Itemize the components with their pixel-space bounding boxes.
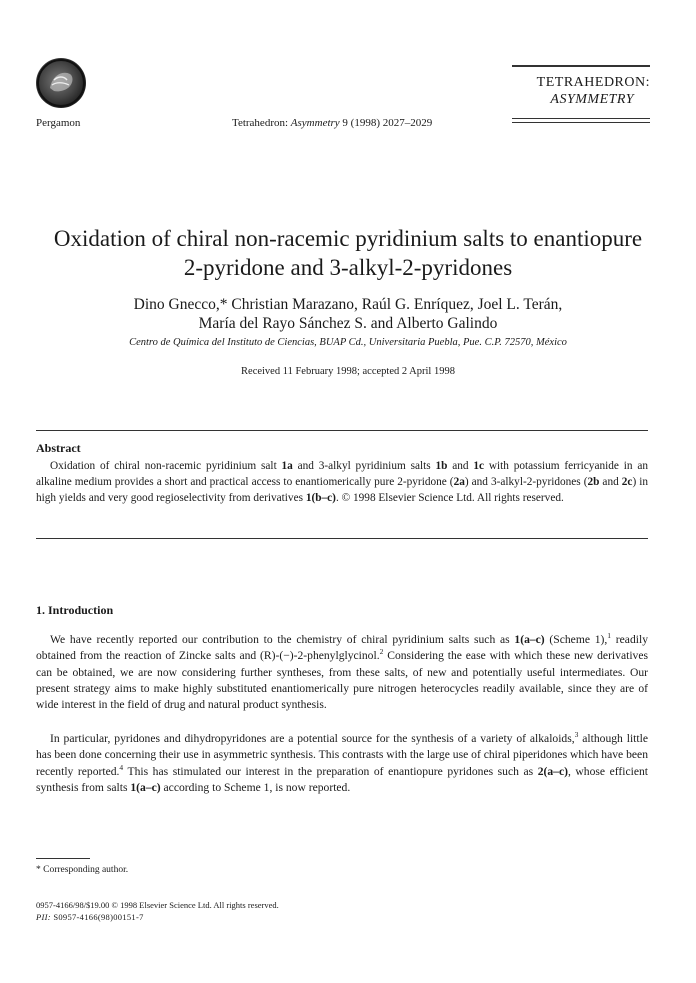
header-rule-bottom-1 — [512, 118, 650, 119]
footnote-corresponding-author: * Corresponding author. — [36, 865, 129, 875]
article-title — [20, 224, 676, 282]
footnote-rule — [36, 858, 90, 859]
journal-title-line1: TETRAHEDRON: — [536, 75, 650, 90]
authors-line1: Dino Gnecco,* Christian Marazano, Raúl G. Enríquez, Joel L. Terán, — [133, 296, 563, 313]
article-title-line1: Oxidation of chiral non-racemic pyridinium salts to enantiopure — [53, 226, 643, 251]
received-dates: Received 11 February 1998; accepted 2 April 1998 — [241, 366, 455, 377]
pii-line — [36, 912, 144, 922]
copyright-line: 0957-4166/98/$19.00 © 1998 Elsevier Science Ltd. All rights reserved. — [36, 900, 279, 910]
author-affiliation: Centro de Química del Instituto de Ciencias, BUAP Cd., Universitaria Puebla, Pue. C.P. 72570, México — [129, 337, 567, 348]
article-title-line2: 2-pyridone and 3-alkyl-2-pyridones — [183, 255, 513, 280]
journal-title — [512, 74, 650, 108]
header-rule-bottom-2 — [512, 122, 650, 123]
elsevier-tree-icon — [36, 58, 86, 108]
intro-paragraph-2: In particular, pyridones and dihydropyridones are a potential source for the synthesis of a variety of alkaloids,$^3$ although little has been done concerning their use in asymmetric synthesis. This contrasts with the large use of chiral piperidones which have been recently reported.$^4$ This has stimulated our interest in the preparation of enantiopure pyridones such as 2(a–c), whose efficient synthesis from salts 1(a–c) according to Scheme 1, is now reported. — [36, 730, 648, 794]
abstract-rule-top — [36, 430, 648, 431]
authors-line2: María del Rayo Sánchez S. and Alberto Galindo — [198, 315, 498, 332]
article-authors — [20, 295, 676, 333]
pii-label: PII: — [36, 912, 51, 922]
citation-suffix: 9 (1998) 2027–2029 — [339, 117, 433, 129]
publisher-logo — [36, 58, 86, 108]
journal-title-line2: ASYMMETRY — [550, 92, 634, 107]
journal-citation — [232, 117, 432, 129]
abstract-rule-bottom — [36, 538, 648, 539]
citation-journal: Asymmetry — [290, 117, 340, 129]
pii-value: S0957-4166(98)00151-7 — [50, 912, 144, 922]
abstract-text: Oxidation of chiral non-racemic pyridinium salt 1a and 3-alkyl pyridinium salts 1b and 1c with potassium ferricyanide in an alkaline medium provides a short and practical access to enantiomerically pure 2-pyridone (2a) and 3-alkyl-2-pyridones (2b and 2c) in high yields and very good regioselectivity from derivatives 1(b–c). © 1998 Elsevier Science Ltd. All rights reserved. — [36, 460, 648, 504]
abstract-heading: Abstract — [36, 441, 81, 455]
citation-prefix: Tetrahedron: — [232, 117, 291, 129]
header-rule-top — [512, 65, 650, 67]
section-heading-introduction: 1. Introduction — [36, 603, 114, 617]
intro-paragraph-1: We have recently reported our contribution to the chemistry of chiral pyridinium salts such as 1(a–c) (Scheme 1),$^1$ readily obtained from the reaction of Zincke salts and (R)-(−)-2-phenylglycinol.$^2$ Considering the ease with which these new derivatives can be obtained, we are now considering further syntheses, from these salts, of new and potentially useful intermediates. Our present strategy aims to make highly substituted enantiomerically pure nitrogen heterocycles readily available, since they are of wide interest in the field of drug and natural product synthesis. — [36, 631, 648, 712]
publisher-name: Pergamon — [36, 117, 81, 129]
